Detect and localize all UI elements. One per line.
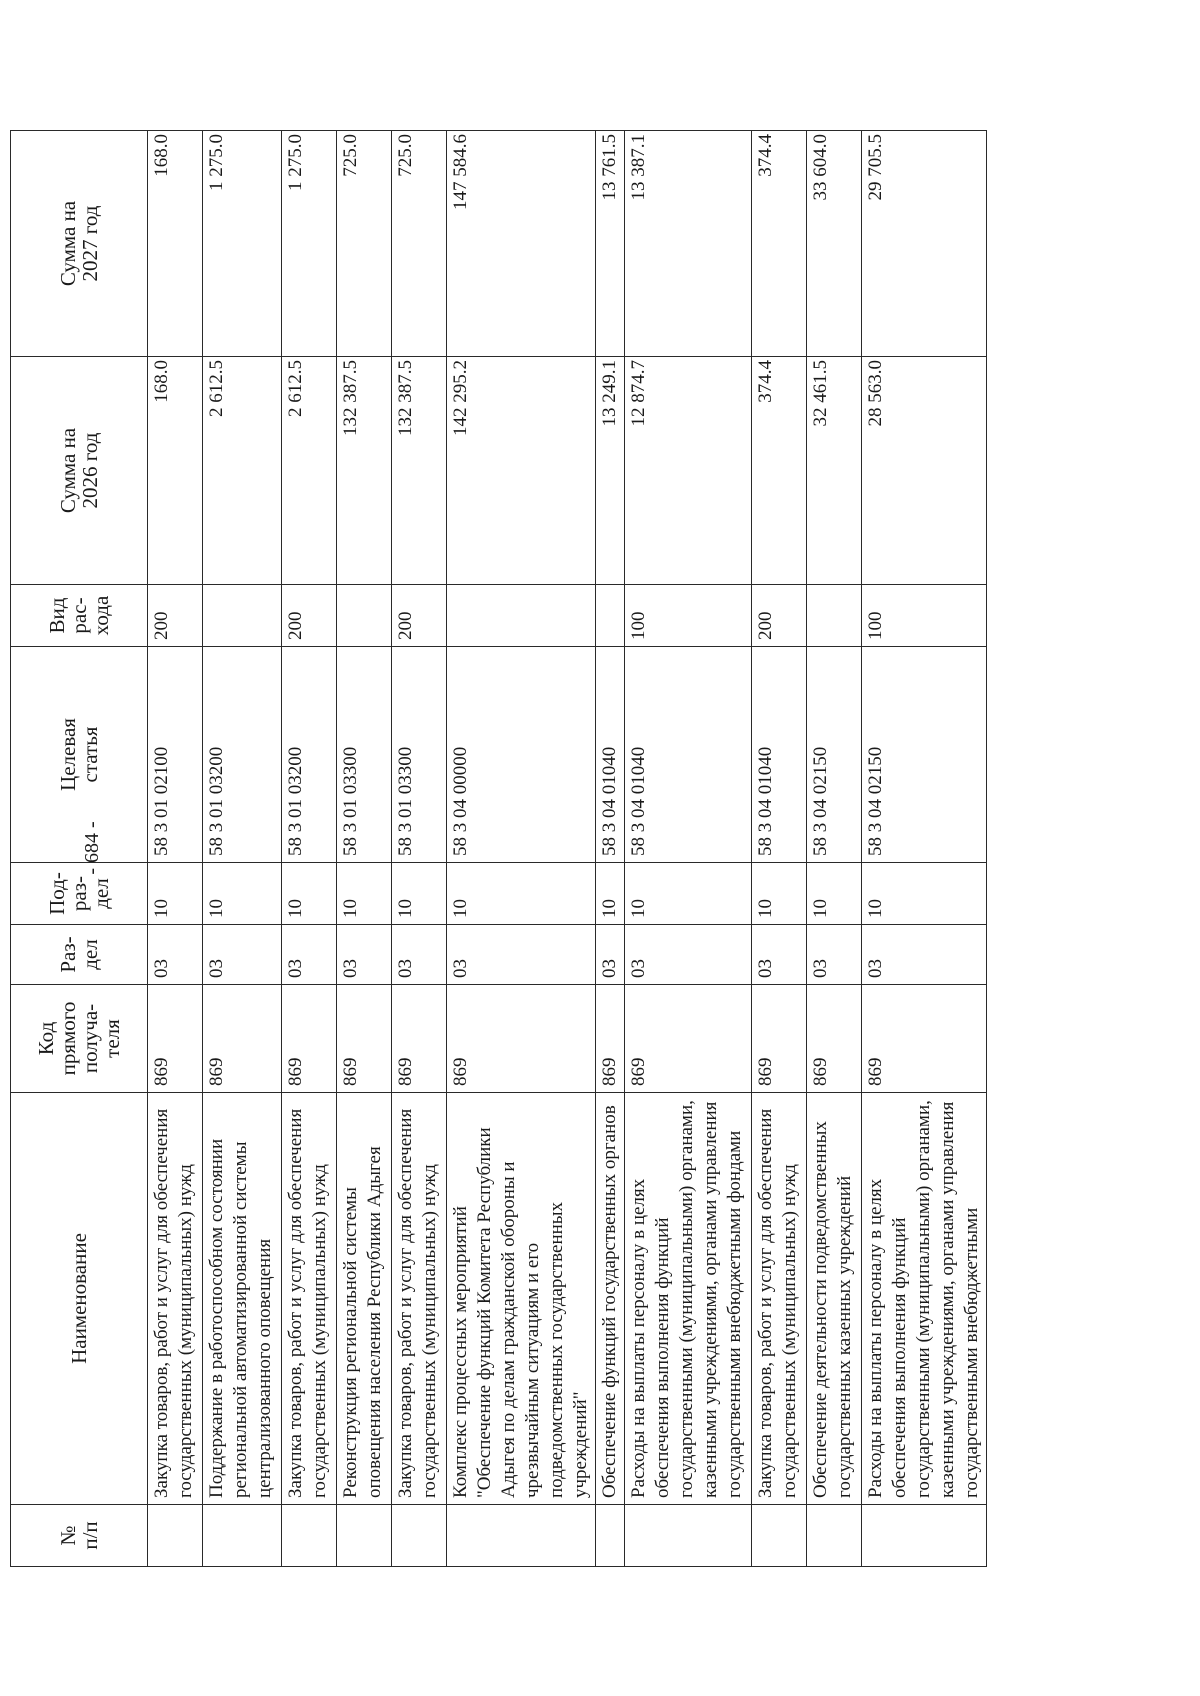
header-sum-2027: Сумма на 2027 год [11,131,148,357]
row-section: 03 [148,925,203,985]
row-number [337,1505,392,1567]
row-subsection: 10 [625,863,752,925]
budget-table-sheet [10,131,1190,1567]
row-expense-type: 100 [862,585,987,647]
row-expense-type [807,585,862,647]
table-row [596,131,625,1567]
row-target-article: 58 3 01 03200 [282,647,337,863]
row-number [203,1505,282,1567]
row-recipient-code: 869 [148,985,203,1093]
row-recipient-code: 869 [337,985,392,1093]
row-number [862,1505,987,1567]
row-target-article: 58 3 04 01040 [625,647,752,863]
row-sum-2027: 1 275.0 [282,131,337,357]
header-name: Наименование [11,1093,148,1505]
row-sum-2026: 132 387.5 [392,357,447,585]
row-target-article: 58 3 01 03200 [203,647,282,863]
row-sum-2027: 1 275.0 [203,131,282,357]
row-expense-type: 200 [148,585,203,647]
row-sum-2027: 725.0 [337,131,392,357]
row-section: 03 [862,925,987,985]
row-target-article: 58 3 04 01040 [596,647,625,863]
row-sum-2027: 147 584.6 [447,131,596,357]
row-number [392,1505,447,1567]
table-row [752,131,807,1567]
row-name: Закупка товаров, работ и услуг для обеспечения государственных (муниципальных) нужд [282,1093,337,1505]
table-row [625,131,752,1567]
table-row [807,131,862,1567]
row-target-article: 58 3 04 02150 [807,647,862,863]
row-sum-2026: 168.0 [148,357,203,585]
row-target-article: 58 3 01 03300 [392,647,447,863]
header-target-article: Целевая статья [11,647,148,863]
row-target-article: 58 3 04 02150 [862,647,987,863]
header-expense-type: Вид рас- хода [11,585,148,647]
row-expense-type [337,585,392,647]
row-sum-2026: 132 387.5 [337,357,392,585]
table-row [862,131,987,1567]
row-sum-2027: 725.0 [392,131,447,357]
row-sum-2026: 32 461.5 [807,357,862,585]
row-name: Поддержание в работоспособном состоянии региональной автоматизированной системы централизованного оповещения [203,1093,282,1505]
row-recipient-code: 869 [203,985,282,1093]
row-target-article: 58 3 04 00000 [447,647,596,863]
row-expense-type: 100 [625,585,752,647]
row-recipient-code: 869 [282,985,337,1093]
row-recipient-code: 869 [447,985,596,1093]
row-number [447,1505,596,1567]
row-expense-type [203,585,282,647]
row-expense-type: 200 [392,585,447,647]
header-sum-2026: Сумма на 2026 год [11,357,148,585]
table-row [282,131,337,1567]
row-recipient-code: 869 [596,985,625,1093]
row-expense-type: 200 [752,585,807,647]
header-recipient-code: Код прямого получа- теля [11,985,148,1093]
row-expense-type [447,585,596,647]
row-subsection: 10 [807,863,862,925]
row-sum-2026: 28 563.0 [862,357,987,585]
row-subsection: 10 [862,863,987,925]
budget-table [10,130,987,1567]
row-subsection: 10 [752,863,807,925]
row-section: 03 [282,925,337,985]
row-name: Комплекс процессных мероприятий "Обеспечение функций Комитета Республики Адыгея по делам гражданской обороны и чрезвычайным ситуациям и его подведомственных государственных учреждений" [447,1093,596,1505]
row-section: 03 [625,925,752,985]
row-recipient-code: 869 [752,985,807,1093]
row-section: 03 [337,925,392,985]
row-number [752,1505,807,1567]
row-number [148,1505,203,1567]
row-sum-2027: 374.4 [752,131,807,357]
row-name: Обеспечение функций государственных органов [596,1093,625,1505]
row-section: 03 [752,925,807,985]
row-section: 03 [392,925,447,985]
row-subsection: 10 [148,863,203,925]
row-target-article: 58 3 01 03300 [337,647,392,863]
row-number [807,1505,862,1567]
row-name: Закупка товаров, работ и услуг для обеспечения государственных (муниципальных) нужд [148,1093,203,1505]
header-idx: № п/п [11,1505,148,1567]
row-sum-2026: 12 874.7 [625,357,752,585]
row-sum-2026: 2 612.5 [203,357,282,585]
table-row [337,131,392,1567]
row-section: 03 [447,925,596,985]
row-number [625,1505,752,1567]
row-target-article: 58 3 01 02100 [148,647,203,863]
row-section: 03 [596,925,625,985]
row-sum-2026: 374.4 [752,357,807,585]
table-row [447,131,596,1567]
row-sum-2027: 13 761.5 [596,131,625,357]
row-subsection: 10 [392,863,447,925]
header-subsection: Под- раз- дел [11,863,148,925]
row-recipient-code: 869 [807,985,862,1093]
row-section: 03 [807,925,862,985]
row-recipient-code: 869 [392,985,447,1093]
header-section: Раз- дел [11,925,148,985]
row-recipient-code: 869 [625,985,752,1093]
row-subsection: 10 [447,863,596,925]
table-row [148,131,203,1567]
row-name: Реконструкция региональной системы оповещения населения Республики Адыгея [337,1093,392,1505]
row-subsection: 10 [596,863,625,925]
row-expense-type [596,585,625,647]
row-expense-type: 200 [282,585,337,647]
row-target-article: 58 3 04 01040 [752,647,807,863]
row-sum-2027: 29 705.5 [862,131,987,357]
row-name: Обеспечение деятельности подведомственных государственных казенных учреждений [807,1093,862,1505]
row-name: Расходы на выплаты персоналу в целях обеспечения выполнения функций государственными (муниципальными) органами, казенными учреждениями, органами управления государственными внебюджетными [862,1093,987,1505]
row-name: Закупка товаров, работ и услуг для обеспечения государственных (муниципальных) нужд [392,1093,447,1505]
header-row [11,131,148,1567]
row-subsection: 10 [282,863,337,925]
row-name: Закупка товаров, работ и услуг для обеспечения государственных (муниципальных) нужд [752,1093,807,1505]
row-section: 03 [203,925,282,985]
row-sum-2027: 168.0 [148,131,203,357]
row-sum-2026: 142 295.2 [447,357,596,585]
row-sum-2026: 2 612.5 [282,357,337,585]
row-recipient-code: 869 [862,985,987,1093]
row-sum-2027: 33 604.0 [807,131,862,357]
table-row [392,131,447,1567]
row-sum-2026: 13 249.1 [596,357,625,585]
row-subsection: 10 [203,863,282,925]
row-number [596,1505,625,1567]
table-row [203,131,282,1567]
row-number [282,1505,337,1567]
page-number: - 684 - [81,821,103,875]
row-name: Расходы на выплаты персоналу в целях обеспечения выполнения функций государственными (муниципальными) органами, казенными учреждениями, органами управления государственными внебюджетными фондами [625,1093,752,1505]
row-subsection: 10 [337,863,392,925]
row-sum-2027: 13 387.1 [625,131,752,357]
